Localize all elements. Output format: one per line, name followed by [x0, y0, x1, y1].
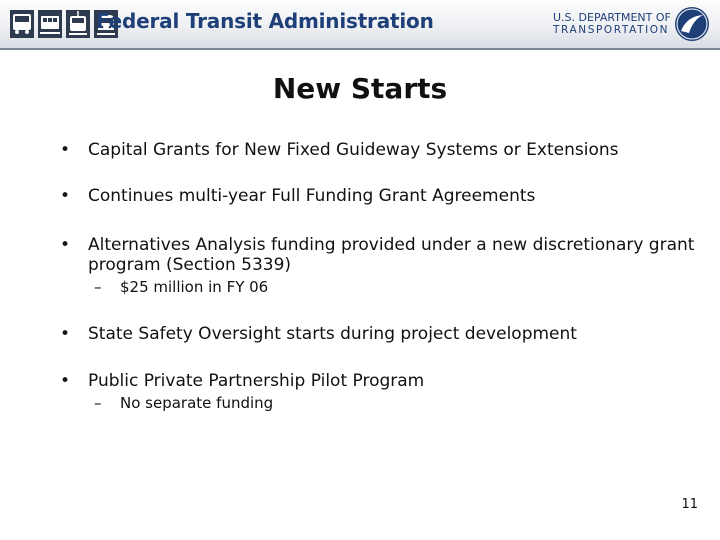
sub-bullet-dash-icon: – [94, 278, 102, 296]
bullet-item [58, 235, 698, 275]
bullet-dot-icon: • [60, 371, 71, 391]
bullet-text: Alternatives Analysis funding provided under a new discretionary grant program (Section 5339) [88, 235, 695, 275]
sub-bullet-text: No separate funding [120, 394, 274, 412]
slide-title: New Starts [272, 72, 448, 105]
bus-icon [10, 10, 34, 38]
bullet-text: Capital Grants for New Fixed Guideway Systems or Extensions [88, 140, 619, 160]
tram-icon [66, 10, 90, 38]
sub-bullet-dash-icon: – [94, 394, 102, 412]
bullet-text: State Safety Oversight starts during project development [88, 324, 577, 344]
bullet-dot-icon: • [60, 140, 71, 160]
bullet-dot-icon: • [60, 186, 71, 206]
header-bar [0, 0, 720, 48]
bullet-text: Continues multi-year Full Funding Grant Agreements [88, 186, 536, 206]
bullet-item [58, 186, 698, 206]
dot-wordmark [553, 11, 671, 37]
sub-bullet-item [82, 278, 698, 297]
sub-bullet-item [82, 394, 698, 413]
header-divider [0, 48, 720, 50]
bullet-list [58, 140, 698, 413]
bullet-dot-icon: • [60, 235, 71, 255]
bullet-dot-icon: • [60, 324, 71, 344]
dot-line-2: TRANSPORTATION [553, 24, 670, 36]
bullet-text: Public Private Partnership Pilot Program [88, 371, 425, 391]
dot-seal-icon [674, 6, 710, 42]
page-number: 11 [681, 497, 698, 512]
bullet-item [58, 140, 698, 160]
sub-bullet-text: $25 million in FY 06 [120, 278, 269, 296]
bullet-item [58, 371, 698, 391]
agency-title: Federal Transit Administration [96, 9, 434, 33]
rail-car-icon [38, 10, 62, 38]
dot-line-1: U.S. DEPARTMENT OF [553, 11, 671, 24]
bullet-item [58, 324, 698, 344]
